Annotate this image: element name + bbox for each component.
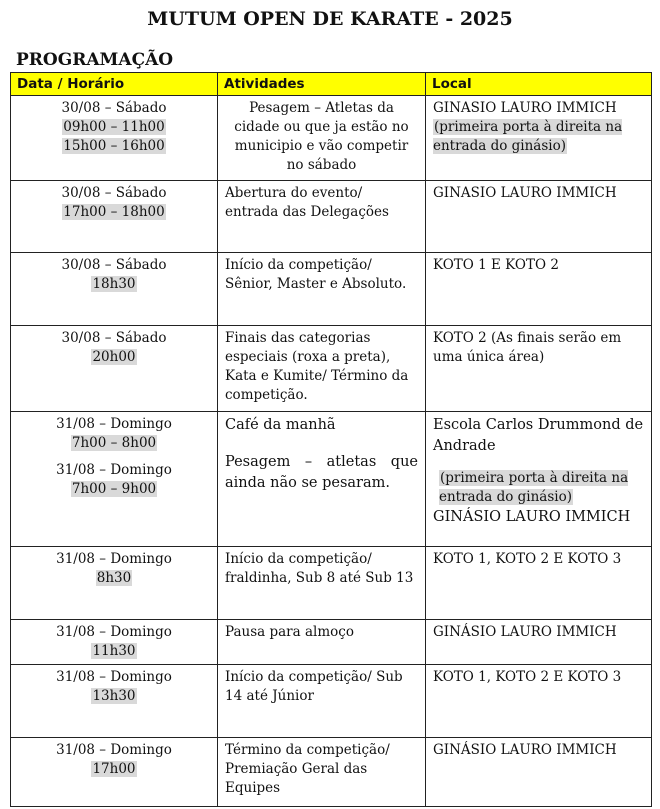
location-note: (primeira porta à direita na entrada do ginásio) — [439, 470, 629, 505]
time-label: 13h30 — [92, 688, 136, 704]
time-label: 7h00 – 9h00 — [71, 481, 157, 497]
location-text: KOTO 1, KOTO 2 E KOTO 3 — [433, 551, 622, 567]
date-cell — [11, 96, 218, 181]
location-cell — [426, 96, 652, 181]
column-header-location: Local — [426, 73, 652, 96]
section-heading: PROGRAMAÇÃO — [16, 50, 174, 70]
activity-text: Início da competição/ fraldinha, Sub 8 até Sub 13 — [225, 551, 414, 586]
location-text: GINÁSIO LAURO IMMICH — [433, 624, 617, 640]
location-cell — [426, 547, 652, 620]
time-label: 15h00 – 16h00 — [63, 138, 165, 154]
activity-cell — [218, 326, 426, 412]
activity-text: Abertura do evento/ entrada das Delegações — [225, 185, 389, 220]
activity-text: Pesagem – atletas que ainda não se pesaram. — [225, 454, 418, 491]
activity-cell — [218, 253, 426, 326]
table-row — [11, 412, 652, 547]
activity-text: Término da competição/ Premiação Geral das Equipes — [225, 742, 390, 796]
table-row — [11, 326, 652, 412]
time-label: 8h30 — [96, 570, 132, 586]
location-cell — [426, 326, 652, 412]
activity-text: Pausa para almoço — [225, 624, 354, 640]
location-cell — [426, 412, 652, 547]
table-row — [11, 547, 652, 620]
location-text: KOTO 1 E KOTO 2 — [433, 257, 559, 273]
document-title: MUTUM OPEN DE KARATE - 2025 — [147, 8, 513, 30]
activity-cell — [218, 620, 426, 665]
table-row — [11, 738, 652, 807]
activity-cell — [218, 181, 426, 253]
location-cell — [426, 738, 652, 807]
table-header-row — [11, 73, 652, 96]
date-label: 31/08 – Domingo — [56, 742, 172, 758]
column-header-date: Data / Horário — [11, 73, 218, 96]
activity-cell — [218, 547, 426, 620]
table-row — [11, 181, 652, 253]
time-label: 18h30 — [92, 276, 136, 292]
location-text: GINÁSIO LAURO IMMICH — [433, 742, 617, 758]
activity-text: Pesagem – Atletas da cidade ou que ja estão no municipio e vão competir no sábado — [234, 100, 409, 173]
time-label: 11h30 — [92, 643, 136, 659]
location-text: KOTO 1, KOTO 2 E KOTO 3 — [433, 669, 622, 685]
time-label: 17h00 – 18h00 — [63, 204, 165, 220]
location-cell — [426, 665, 652, 738]
date-label: 31/08 – Domingo — [56, 624, 172, 640]
table-row — [11, 96, 652, 181]
location-text: GINASIO LAURO IMMICH — [433, 185, 617, 201]
date-label: 31/08 – Domingo — [56, 462, 172, 478]
time-label: 7h00 – 8h00 — [71, 435, 157, 451]
location-text: GINÁSIO LAURO IMMICH — [433, 509, 631, 525]
date-cell — [11, 326, 218, 412]
table-row — [11, 253, 652, 326]
location-text: Escola Carlos Drummond de Andrade — [433, 417, 644, 454]
location-text: KOTO 2 (As finais serão em uma única área) — [433, 330, 622, 365]
table-row — [11, 665, 652, 738]
date-cell — [11, 620, 218, 665]
date-cell — [11, 253, 218, 326]
date-cell — [11, 665, 218, 738]
date-label: 31/08 – Domingo — [56, 416, 172, 432]
activity-cell — [218, 96, 426, 181]
date-label: 30/08 – Sábado — [61, 330, 167, 346]
location-cell — [426, 181, 652, 253]
time-label: 09h00 – 11h00 — [63, 119, 165, 135]
schedule-table — [10, 72, 652, 807]
activity-cell — [218, 738, 426, 807]
activity-text: Início da competição/ Sub 14 até Júnior — [225, 669, 403, 704]
activity-text: Início da competição/ Sênior, Master e Absoluto. — [225, 257, 407, 292]
activity-text: Finais das categorias especiais (roxa a preta), Kata e Kumite/ Término da competição. — [225, 330, 409, 403]
date-cell — [11, 412, 218, 547]
date-label: 30/08 – Sábado — [61, 257, 167, 273]
table-row — [11, 620, 652, 665]
location-cell — [426, 253, 652, 326]
location-cell — [426, 620, 652, 665]
activity-text: Café da manhã — [225, 417, 336, 433]
activity-cell — [218, 665, 426, 738]
activity-cell — [218, 412, 426, 547]
location-note: (primeira porta à direita na entrada do ginásio) — [433, 119, 623, 154]
date-label: 31/08 – Domingo — [56, 669, 172, 685]
time-label: 20h00 — [92, 349, 136, 365]
date-label: 30/08 – Sábado — [61, 100, 167, 116]
date-cell — [11, 738, 218, 807]
date-label: 30/08 – Sábado — [61, 185, 167, 201]
date-label: 31/08 – Domingo — [56, 551, 172, 567]
time-label: 17h00 — [92, 761, 136, 777]
location-text: GINASIO LAURO IMMICH — [433, 100, 617, 116]
column-header-activities: Atividades — [218, 73, 426, 96]
date-cell — [11, 181, 218, 253]
date-cell — [11, 547, 218, 620]
